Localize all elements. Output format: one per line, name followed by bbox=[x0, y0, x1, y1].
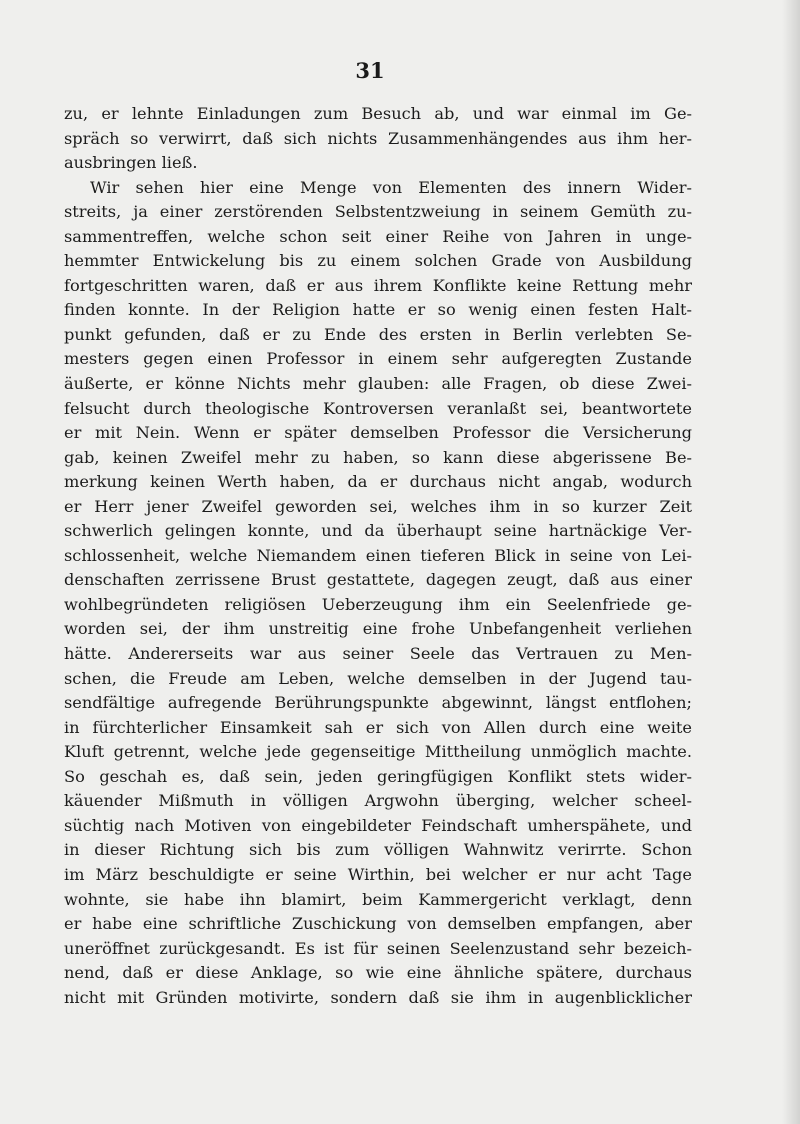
text-line: zu, er lehnte Einladungen zum Besuch ab, und war einmal im Ge- bbox=[64, 104, 692, 123]
text-line: käuender Mißmuth in völligen Argwohn überging, welcher scheel- bbox=[64, 791, 692, 811]
text-line: er Herr jener Zweifel geworden sei, welches ihm in so kurzer Zeit bbox=[64, 496, 692, 516]
text-line: worden sei, der ihm unstreitig eine frohe Unbefangenheit verliehen bbox=[64, 619, 692, 639]
page-number: 31 bbox=[355, 58, 385, 83]
text-line: wohnte, sie habe ihn blamirt, beim Kammergericht verklagt, denn bbox=[64, 889, 692, 909]
text-line: äußerte, er könne Nichts mehr glauben: alle Fragen, ob diese Zwei- bbox=[64, 374, 692, 394]
text-line: So geschah es, daß sein, jeden geringfügigen Konflikt stets wider- bbox=[64, 766, 692, 786]
text-line: ausbringen ließ. bbox=[64, 153, 198, 173]
text-line: streits, ja einer zerstörenden Selbstentzweiung in seinem Gemüth zu- bbox=[64, 202, 692, 222]
text-line: schen, die Freude am Leben, welche demselben in der Jugend tau- bbox=[64, 668, 692, 688]
text-line: punkt gefunden, daß er zu Ende des ersten in Berlin verlebten Se- bbox=[64, 324, 692, 344]
text-line: schwerlich gelingen konnte, und da überhaupt seine hartnäckige Ver- bbox=[64, 521, 692, 541]
text-line: schlossenheit, welche Niemandem einen tieferen Blick in seine von Lei- bbox=[64, 545, 692, 565]
text-line: Kluft getrennt, welche jede gegenseitige Mittheilung unmöglich machte. bbox=[64, 742, 692, 762]
text-line: hätte. Andererseits war aus seiner Seele das Vertrauen zu Men- bbox=[64, 644, 692, 664]
text-line: sammentreffen, welche schon seit einer Reihe von Jahren in unge- bbox=[64, 226, 692, 246]
text-line: er mit Nein. Wenn er später demselben Professor die Versicherung bbox=[64, 423, 692, 443]
text-line: gab, keinen Zweifel mehr zu haben, so kann diese abgerissene Be- bbox=[64, 447, 692, 467]
text-line: fortgeschritten waren, daß er aus ihrem Konflikte keine Rettung mehr bbox=[64, 275, 692, 295]
text-line: im März beschuldigte er seine Wirthin, bei welcher er nur acht Tage bbox=[64, 864, 692, 884]
text-line: in dieser Richtung sich bis zum völligen Wahnwitz verirrte. Schon bbox=[64, 840, 692, 860]
text-line: hemmter Entwickelung bis zu einem solchen Grade von Ausbildung bbox=[64, 251, 692, 271]
text-line: felsucht durch theologische Kontroversen veranlaßt sei, beantwortete bbox=[64, 398, 692, 418]
text-line: spräch so verwirrt, daß sich nichts Zusammenhängendes aus ihm her- bbox=[64, 128, 692, 148]
text-line: mesters gegen einen Professor in einem sehr aufgeregten Zustande bbox=[64, 349, 692, 369]
text-line: nend, daß er diese Anklage, so wie eine ähnliche spätere, durchaus bbox=[64, 963, 692, 983]
text-line: finden konnte. In der Religion hatte er so wenig einen festen Halt- bbox=[64, 300, 692, 320]
text-line: nicht mit Gründen motivirte, sondern daß sie ihm in augenblicklicher bbox=[64, 987, 692, 1007]
text-line: süchtig nach Motiven von eingebildeter Feindschaft umherspähete, und bbox=[64, 815, 692, 835]
text-line: sendfältige aufregende Berührungspunkte abgewinnt, längst entflohen; bbox=[64, 693, 692, 713]
text-line: merkung keinen Werth haben, da er durchaus nicht angab, wodurch bbox=[64, 472, 692, 492]
text-line: wohlbegründeten religiösen Ueberzeugung ihm ein Seelenfriede ge- bbox=[64, 594, 692, 614]
body-text bbox=[64, 102, 692, 1010]
text-line: Wir sehen hier eine Menge von Elementen des innern Wider- bbox=[90, 177, 692, 197]
text-line: in fürchterlicher Einsamkeit sah er sich von Allen durch eine weite bbox=[64, 717, 692, 737]
text-line: er habe eine schriftliche Zuschickung von demselben empfangen, aber bbox=[64, 914, 692, 934]
text-line: denschaften zerrissene Brust gestattete, dagegen zeugt, daß aus einer bbox=[64, 570, 692, 590]
text-line: uneröffnet zurückgesandt. Es ist für seinen Seelenzustand sehr bezeich- bbox=[64, 938, 692, 958]
